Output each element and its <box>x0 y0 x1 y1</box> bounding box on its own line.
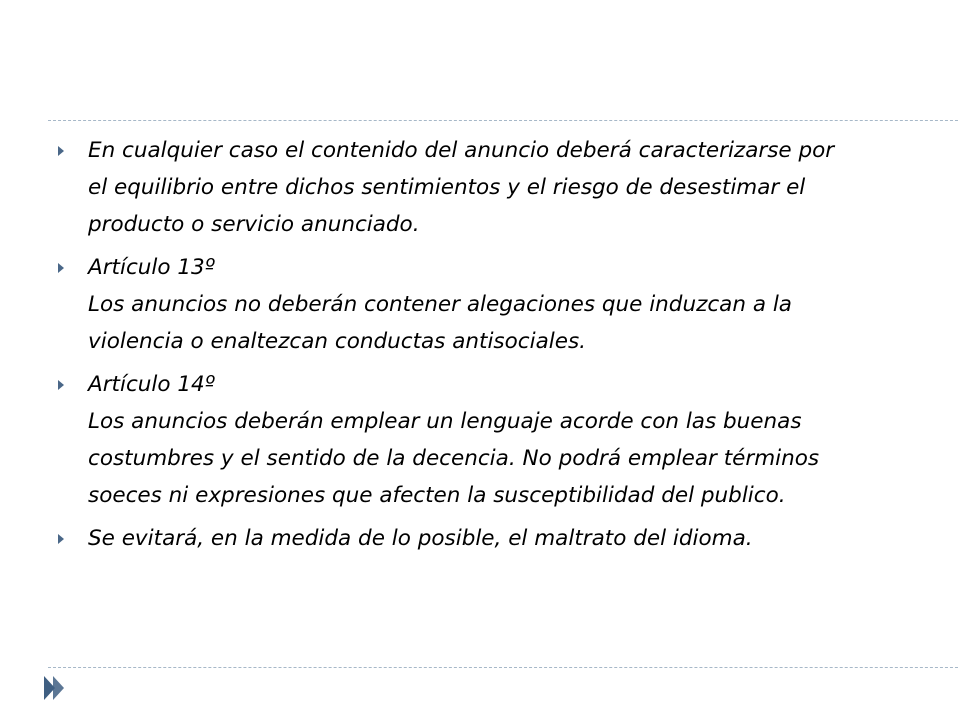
bullet-text: Los anuncios deberán emplear un lenguaje acorde con las buenas costumbres y el sentido de la decencia. No podrá emplear términos soeces ni expresiones que afecten la susceptibilidad del publico. <box>88 409 820 508</box>
bottom-divider <box>48 667 960 668</box>
bullet-arrow-icon <box>58 146 64 156</box>
bullet-item-1 <box>55 132 855 243</box>
bullet-arrow-icon <box>58 380 64 390</box>
bullet-text: Los anuncios no deberán contener alegaciones que induzcan a la violencia o enaltezcan conductas antisociales. <box>88 292 792 354</box>
article-heading: Artículo 14º <box>88 372 215 397</box>
bullet-text: Se evitará, en la medida de lo posible, el maltrato del idioma. <box>88 526 753 551</box>
double-chevron-right-icon <box>44 676 66 700</box>
bullet-item-2 <box>55 249 855 360</box>
bullet-item-4 <box>55 520 855 557</box>
bullet-text: En cualquier caso el contenido del anuncio deberá caracterizarse por el equilibrio entre dichos sentimientos y el riesgo de desestimar el producto o servicio anunciado. <box>88 138 835 237</box>
bullet-arrow-icon <box>58 534 64 544</box>
bullet-list <box>55 132 855 563</box>
bullet-arrow-icon <box>58 263 64 273</box>
top-divider <box>48 120 960 121</box>
bullet-item-3 <box>55 366 855 514</box>
article-heading: Artículo 13º <box>88 255 215 280</box>
